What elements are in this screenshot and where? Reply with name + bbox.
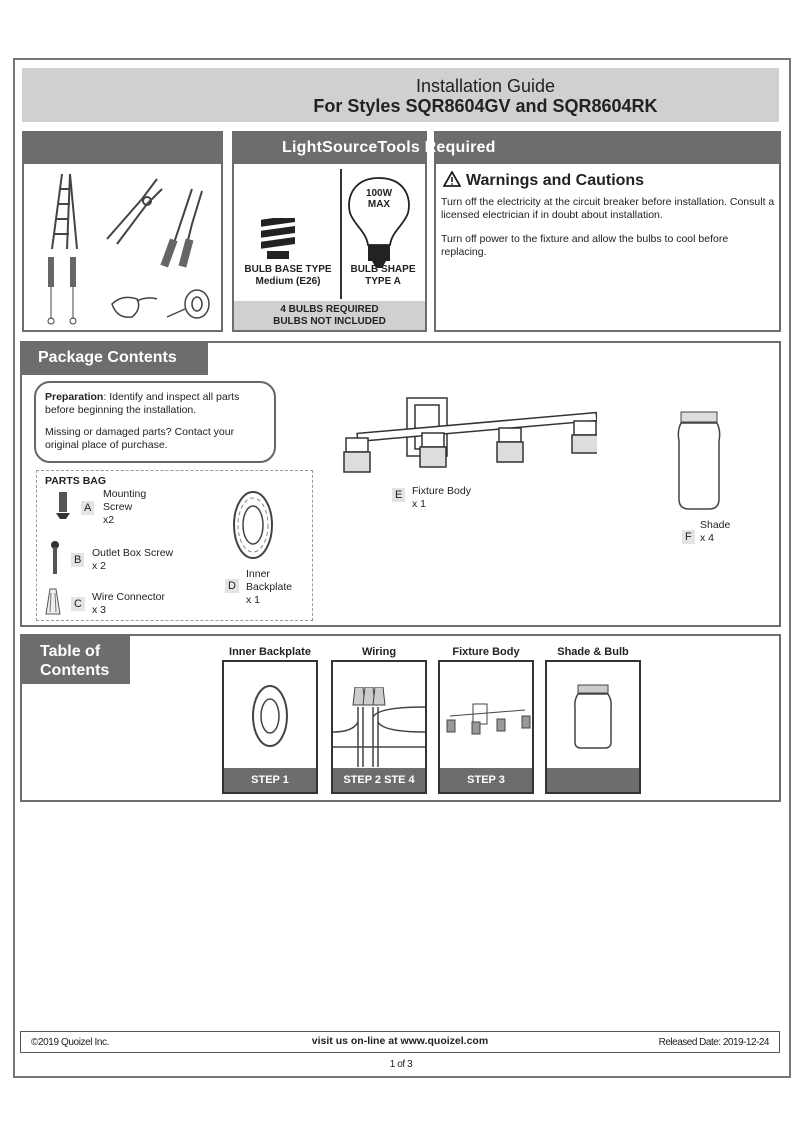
- part-e-name: Fixture Body: [412, 485, 471, 497]
- part-letter-f: F: [682, 530, 695, 544]
- fixture-body-icon: [445, 702, 531, 742]
- warning-text-1: Turn off the electricity at the circuit breaker before installation. Consult a licensed electrician if in doubt about installation.: [441, 196, 775, 221]
- step-3-bar: STEP 3: [440, 768, 532, 792]
- wiring-icon: [333, 687, 425, 767]
- website-link[interactable]: visit us on-line at www.quoizel.com: [311, 1035, 489, 1047]
- inner-backplate-icon: [231, 487, 275, 563]
- parts-bag: [36, 470, 313, 621]
- part-a-name: Mounting Screw: [103, 488, 147, 513]
- part-d: [246, 568, 306, 607]
- part-e-qty: x 1: [412, 498, 427, 510]
- fixture-body-illustration: [332, 393, 597, 483]
- part-b-name: Outlet Box Screw: [92, 547, 174, 559]
- toc-title-line2: Contents: [40, 662, 110, 679]
- outlet-box-screw-icon: [49, 541, 61, 575]
- release-date: Released Date: 2019-12-24: [658, 1037, 769, 1048]
- part-b: [92, 547, 173, 573]
- part-f-name: Shade: [700, 519, 731, 531]
- package-contents-section: [20, 341, 781, 627]
- part-c-qty: x 3: [92, 604, 107, 616]
- base-type: [236, 264, 340, 288]
- warning-text-2: Turn off power to the fixture and allow the bulbs to cool before replacing.: [441, 233, 729, 258]
- part-d-qty: x 1: [246, 594, 261, 606]
- pliers-icon: [107, 179, 162, 244]
- parts-bag-title: PARTS BAG: [45, 475, 107, 487]
- shade-icon: [573, 684, 613, 750]
- part-f-qty: x 4: [700, 532, 715, 544]
- toc-step-4[interactable]: [545, 660, 641, 794]
- screwdrivers-icon: [48, 257, 76, 324]
- title-banner: [22, 68, 779, 122]
- shade-illustration: [677, 411, 721, 511]
- part-d-name: Inner Backplate: [246, 568, 293, 593]
- page-number: 1 of 3: [389, 1059, 413, 1070]
- warnings-panel: [434, 131, 781, 332]
- preparation-label: Preparation: [45, 391, 104, 403]
- safety-glasses-icon: [112, 297, 157, 317]
- preparation-text: [45, 391, 265, 417]
- socket: [344, 438, 370, 472]
- copyright-text: 2019 Quoizel Inc.: [37, 1037, 109, 1048]
- toc-step-2[interactable]: [331, 660, 427, 794]
- part-a: [103, 488, 173, 527]
- warnings-title: Warnings and Cautions: [466, 172, 645, 189]
- wire-stripper-icon: [160, 189, 202, 268]
- base-type-label: BULB BASE TYPE: [244, 264, 332, 275]
- bulbs-required: 4 BULBS REQUIRED: [280, 304, 379, 315]
- toc-step-3[interactable]: [438, 660, 534, 794]
- toc-label-2: Wiring: [361, 646, 397, 658]
- part-c: [92, 591, 165, 617]
- step-4-bar: [547, 768, 639, 792]
- step-1-bar: STEP 1: [224, 768, 316, 792]
- bulbs-not-included: BULBS NOT INCLUDED: [273, 316, 386, 327]
- part-letter-a: A: [81, 501, 94, 515]
- ladder-icon: [52, 174, 77, 249]
- light-source-panel: [232, 131, 427, 332]
- preparation-note: [34, 381, 276, 463]
- part-letter-b: B: [71, 553, 84, 567]
- tools-panel: [22, 131, 223, 332]
- part-b-qty: x 2: [92, 560, 107, 572]
- part-letter-c: C: [71, 597, 85, 611]
- part-c-name: Wire Connector: [92, 591, 165, 603]
- preparation-body: : Identify and inspect all parts before beginning the installation.: [45, 391, 240, 416]
- shape-label: BULB SHAPE: [350, 264, 416, 275]
- wattage-max: MAX: [367, 199, 391, 210]
- step-2-bar: STEP 2 STE 4: [333, 768, 425, 792]
- inner-backplate-icon: [250, 680, 290, 752]
- mounting-screw-icon: [55, 491, 71, 521]
- wattage: 100W: [365, 188, 393, 199]
- bulb-shape: [342, 264, 424, 288]
- bulb-base-icon: [259, 218, 299, 268]
- package-contents-title: Package Contents: [22, 343, 208, 375]
- wire-connector-icon: [45, 588, 61, 616]
- guide-subtitle: For Styles SQR8604GV and SQR8604RK: [313, 96, 658, 116]
- part-a-qty: x2: [103, 514, 115, 526]
- guide-title: Installation Guide: [415, 76, 556, 96]
- part-e: [412, 485, 471, 511]
- warning-triangle-icon: [443, 171, 461, 187]
- tools-panel-header: [24, 133, 221, 164]
- toc-label-4: Shade & Bulb: [557, 646, 629, 658]
- base-type-value: Medium (E26): [255, 276, 321, 287]
- tools-illustration: [32, 169, 217, 329]
- part-letter-d: D: [225, 579, 239, 593]
- missing-parts-text: Missing or damaged parts? Contact your original place of purchase.: [45, 426, 235, 451]
- bulbs-required-bar: [234, 301, 425, 330]
- copyright-icon: ©: [31, 1037, 38, 1048]
- shape-value: TYPE A: [365, 276, 401, 287]
- toc-label-1: Inner Backplate: [229, 646, 311, 658]
- toc-title: [22, 636, 130, 684]
- toc-label-3: Fixture Body: [452, 646, 520, 658]
- footer-bar: [20, 1031, 780, 1053]
- toc-title-line1: Table of: [40, 643, 101, 660]
- part-letter-e: E: [392, 488, 405, 502]
- tape-icon: [167, 290, 209, 318]
- tools-light-source-header-text: LightSourceTools Required: [282, 139, 496, 156]
- toc-step-1[interactable]: [222, 660, 318, 794]
- wattage-label: [364, 188, 394, 210]
